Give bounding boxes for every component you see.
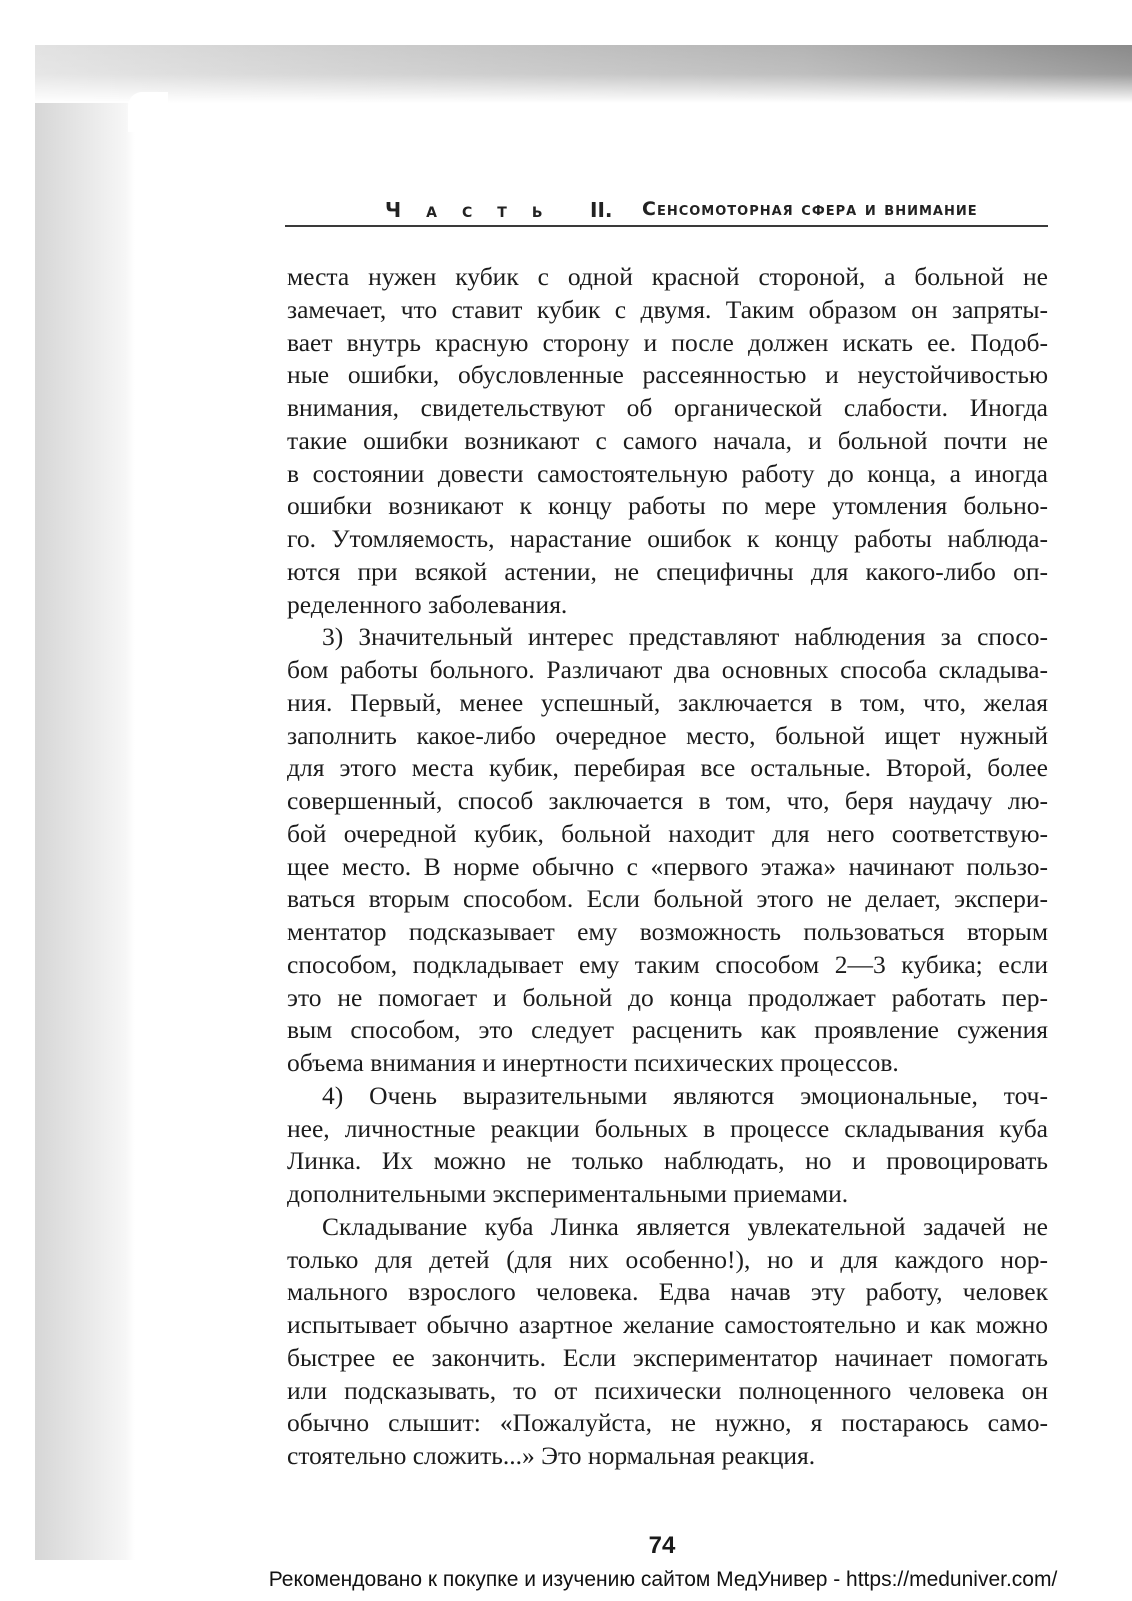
text-line: внимания, свидетельствуют об органической слабости. Иногда [287,393,1048,422]
text-line: мального взрослого человека. Едва начав эту работу, человек [287,1277,1048,1307]
text-line: ментатор подсказывает ему возможность пользоваться вторым [287,917,1048,946]
text-line: ошибки возникают к концу работы по мере утомления больно- [287,491,1048,521]
text-line: ния. Первый, менее успешный, заключается в том, что, желая [287,687,1048,717]
text-line: вает внутрь красную сторону и после должен искать ее. Подоб- [287,327,1048,357]
text-line: только для детей (для них особенно!), но и для каждого нор- [287,1244,1048,1274]
text-line: нее, личностные реакции больных в процессе складывания куба [287,1113,1048,1143]
body-text [287,261,1048,1473]
text-line: способом, подкладывает ему таким способом 2—3 кубика; если [287,949,1048,979]
text-line: 3) Значительный интерес представляют наблюдения за спосо- [322,622,1048,652]
text-line: замечает, что ставит кубик с двумя. Таким образом он запряты- [287,294,1048,324]
running-head-title: Сенсомоторная сфера и внимание [642,198,978,220]
running-head-part-number: II. [590,198,613,222]
text-line: испытывает обычно азартное желание самостоятельно и как можно [287,1310,1048,1339]
text-line: стоятельно сложить...» Это нормальная реакция. [287,1441,816,1470]
text-line: или подсказывать, то от психически полноценного человека он [287,1375,1048,1405]
text-line: вым способом, это следует расценить как проявление сужения [287,1015,1048,1045]
text-line: это не помогает и больной до конца продолжает работать пер- [287,982,1048,1012]
text-line: ваться вторым способом. Если больной этого не делает, экспери- [287,884,1048,914]
text-line: бом работы больного. Различают два основных способа складыва- [287,655,1048,684]
text-line: бой очередной кубик, больной находит для него соответствую- [287,818,1048,848]
text-line: го. Утомляемость, нарастание ошибок к концу работы наблюда- [287,524,1048,553]
text-line: места нужен кубик с одной красной стороной, а больной не [287,262,1048,291]
page-corner [128,92,168,132]
watermark-footer: Рекомендовано к покупке и изучению сайтом МедУнивер - https://meduniver.com/ [268,1568,1058,1591]
text-line: быстрее ее закончить. Если экспериментатор начинает помогать [287,1342,1048,1372]
text-line: в состоянии довести самостоятельную работу до конца, а иногда [287,458,1048,488]
text-line: объема внимания и инертности психических процессов. [287,1048,899,1077]
text-line: Линка. Их можно не только наблюдать, но и провоцировать [287,1146,1048,1176]
text-line: ные ошибки, обусловленные рассеянностью и неустойчивостью [287,360,1048,390]
text-line: щее место. В норме обычно с «первого этажа» начинают пользо- [287,851,1048,881]
text-line: 4) Очень выразительными являются эмоциональные, точ- [322,1080,1048,1110]
running-head [285,198,1048,226]
running-head-part-label: Часть [385,198,568,222]
text-line: обычно слышит: «Пожалуйста, не нужно, я постараюсь само- [287,1408,1048,1438]
text-line: ределенного заболевания. [287,589,568,619]
text-line: дополнительными экспериментальными приемами. [287,1179,849,1208]
text-line: ются при всякой астении, не специфичны для какого-либо оп- [287,556,1048,586]
page-number: 74 [648,1532,676,1559]
scan-shadow-top [35,45,1132,103]
text-line: такие ошибки возникают с самого начала, и больной почти не [287,425,1048,455]
text-line: совершенный, способ заключается в том, что, беря наудачу лю- [287,786,1048,815]
text-line: Складывание куба Линка является увлекательной задачей не [322,1211,1048,1241]
text-line: для этого места кубик, перебирая все остальные. Второй, более [287,753,1048,783]
text-line: заполнить какое-либо очередное место, больной ищет нужный [287,720,1048,750]
running-head-rule [285,225,1048,227]
scan-shadow-left [35,45,135,1560]
